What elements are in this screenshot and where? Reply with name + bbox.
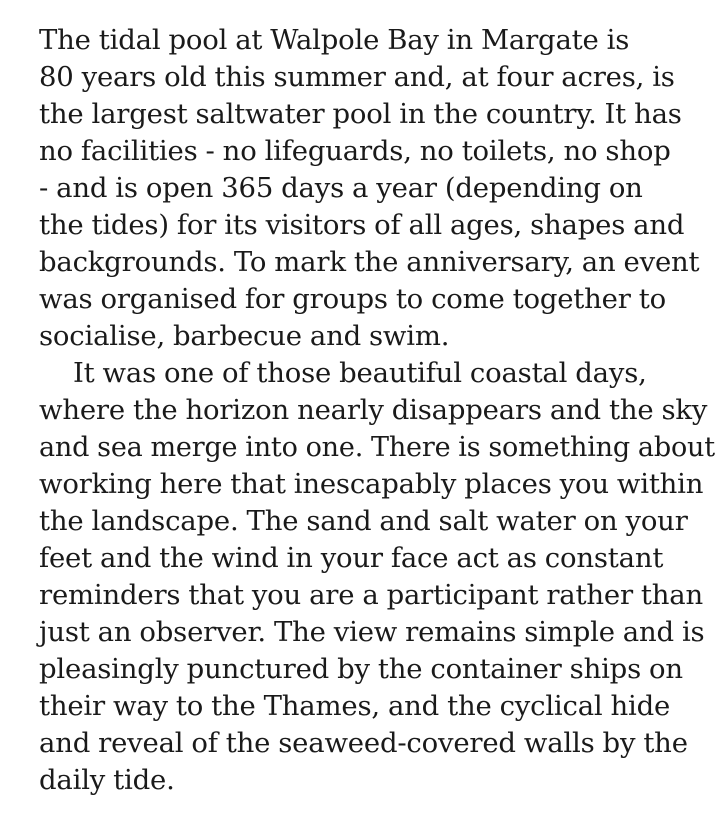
text-line: - and is open 365 days a year (depending on [39,172,643,204]
text-line: backgrounds. To mark the anniversary, an event [39,246,700,278]
text-line: pleasingly punctured by the container ships on [39,653,683,685]
paragraph-1 [39,22,715,355]
text-line: and sea merge into one. There is something about [39,432,715,463]
paragraph-2 [39,355,715,799]
text-line: no facilities - no lifeguards, no toilets, no shop [39,135,671,167]
text-line: The tidal pool at Walpole Bay in Margate is [39,24,630,56]
text-line: the largest saltwater pool in the country. It has [39,98,682,130]
text-line: was organised for groups to come together to [39,283,666,315]
text-line: socialise, barbecue and swim. [39,320,450,352]
text-line: and reveal of the seaweed-covered walls by the [39,727,688,759]
text-line: feet and the wind in your face act as constant [39,542,664,574]
text-line: where the horizon nearly disappears and the sky [39,394,708,426]
text-line: the tides) for its visitors of all ages, shapes and [39,209,685,241]
text-line-indented: It was one of those beautiful coastal days, [73,357,647,389]
text-line: their way to the Thames, and the cyclical hide [39,690,671,722]
text-line: the landscape. The sand and salt water on your [39,505,688,537]
text-line: daily tide. [39,764,175,796]
text-line: just an observer. The view remains simple and is [39,616,705,648]
text-line: reminders that you are a participant rather than [39,579,703,611]
text-line: working here that inescapably places you within [39,468,704,500]
article-body [39,22,715,799]
text-line: 80 years old this summer and, at four acres, is [39,61,675,93]
